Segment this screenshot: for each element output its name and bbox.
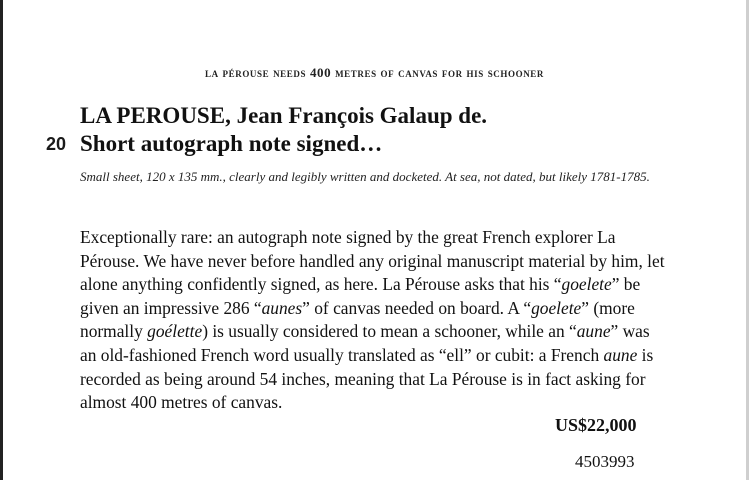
- price: US$22,000: [555, 415, 637, 435]
- body-text: ” was an old-fashioned French word usually translated as “ell” or cubit: a French: [80, 321, 650, 365]
- body-text: ” be given an impressive 286 “: [80, 274, 641, 318]
- body-italic: aune: [576, 321, 611, 342]
- title-item: Short autograph note signed…: [80, 131, 383, 156]
- body-text: is recorded as being around 54 inches, meaning that La Pérouse is in fact asking for almost 400 metres of canvas.: [80, 344, 654, 413]
- body-italic: goélette: [147, 321, 203, 342]
- lot-number: 20: [46, 134, 67, 154]
- body-italic: aunes: [261, 297, 303, 318]
- body-text: ) is usually considered to mean a schooner, while an “: [202, 321, 577, 342]
- item-title: [80, 102, 720, 158]
- section-heading: la pérouse needs 400 metres of canvas for his schooner: [204, 65, 545, 80]
- body-italic: goelete: [531, 297, 582, 318]
- body-italic: aune: [603, 344, 638, 365]
- body-text: ” of canvas needed on board. A “: [302, 297, 532, 318]
- title-author: LA PEROUSE, Jean François Galaup de.: [80, 103, 488, 128]
- body-italic: goelete: [561, 274, 612, 295]
- body-text: Exceptionally rare: an autograph note signed by the great French explorer La Pérouse. We have never before handled any original manuscript material by him, let alone anything confidently signed, as here. La Pérouse asks that his “: [80, 227, 665, 295]
- body-text: ” (more normally: [80, 297, 635, 342]
- stock-number: 4503993: [575, 452, 635, 471]
- physical-description: Small sheet, 120 x 135 mm., clearly and legibly written and docketed. At sea, not dated, but likely 1781-1785.: [80, 169, 650, 184]
- description-body: [80, 226, 670, 415]
